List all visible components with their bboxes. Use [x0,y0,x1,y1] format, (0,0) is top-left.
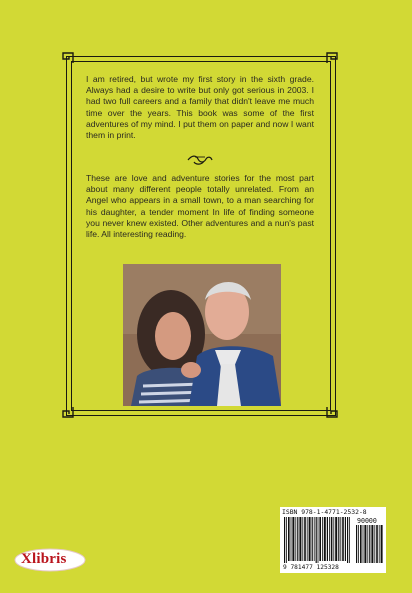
author-photo [123,264,281,406]
isbn-addon-number: 90000 [357,517,377,525]
publisher-logo-text: Xlibris [21,551,67,567]
corner-ornament-icon [60,406,74,420]
barcode-number: 9 781477 125328 [283,564,339,571]
corner-ornament-icon [60,50,74,64]
isbn-label: ISBN 978-1-4771-2532-8 [282,508,367,516]
corner-ornament-icon [326,406,340,420]
corner-ornament-icon [326,50,340,64]
description-paragraph-2: These are love and adventure stories for the most part about many different people totally unrelated. From an Angel who appears in a small town, to a man searching for his daughter, a tender moment In life of finding someone you never knew existed. Other adventures and a nun's past life. All interesting reading. [86,173,314,240]
flourish-divider-icon [186,153,214,167]
description-paragraph-1: I am retired, but wrote my first story in the sixth grade. Always had a desire to write but only got serious in 2003. I had two full careers and a family that didn't leave me much time over the years. This book was some of the first adventures of my mind. I put them on paper and now I want them in print. [86,74,314,141]
